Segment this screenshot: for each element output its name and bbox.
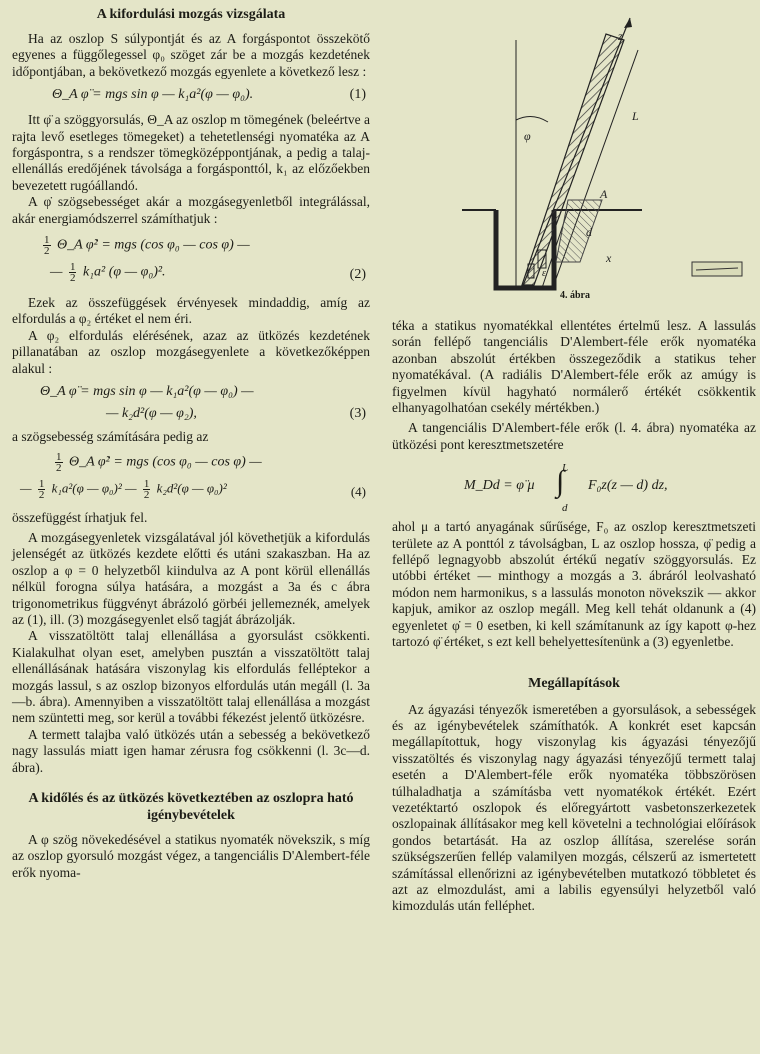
equation-4-line-2: — $\frac{1}{2}$ k₁a²(φ — φ₀)² — $\frac{1}{2}$ k₂d²(φ — φ₀)² (4) bbox=[20, 477, 366, 501]
integral-lower-limit: d bbox=[562, 502, 568, 515]
paragraph: A termett talajba való ütközés után a sebesség a bekövetkező nagy lassulás miatt igen hamar zérusra fog csökkenni (l. 3c—d. ábra). bbox=[12, 726, 370, 775]
label-z: z bbox=[618, 29, 623, 43]
paragraph: ahol μ a tartó anyagának sűrűsége, F₀ az oszlop keresztmetszeti területe az A ponttól z távolságban, L az oszlop hossza, φ̈ pedig a fellépő legnagyobb abszolút értékű negatív szöggyorsulás. Ez utóbbi értéket — minthogy a mozgás a 3. ábráról leolvasható módon nem harmonikus, s a lassulás monoton növekszik — akkor kapjuk, amikor az oszlop megáll. Meg kell tehát oldanunk a (4) egyenletet φ̇ = 0 esetben, ki kell számítanunk az így kapott φ-hez tartozó φ̈ értéket, s ezt kell behelyettesítenünk a (3) egyenletbe. bbox=[392, 519, 756, 650]
label-L: L bbox=[632, 109, 639, 123]
equation-3-line-1: Θ_A φ̈ = mgs sin φ — k₁a²(φ — φ₀) — bbox=[40, 384, 254, 400]
equation-2-line-1 bbox=[12, 235, 370, 256]
equation-moment bbox=[392, 459, 756, 513]
equation-2-body-a: Θ_A φ̇² = mgs (cos φ₀ — cos φ) — bbox=[57, 237, 250, 253]
equation-2-line-2: — $\frac{1}{2}$ k₁a² (φ — φ₀)². (2) bbox=[50, 261, 366, 285]
left-column bbox=[12, 0, 370, 881]
paragraph: Itt φ̈ a szöggyorsulás, Θ_A az oszlop m tömegének (beleértve a rajta levő esetleges tömegeket) a tehetetlenségi nyomatéka az A forgáspontra, s a rendszer tömegközéppontjának, a pedig a talaj-ellenállás eredőjének távolsága a forgásponttól, k₁ az előzőekben bevezetett rugóállandó. bbox=[12, 112, 370, 193]
section-title-megallapitasok: Megállapítások bbox=[528, 675, 620, 691]
paragraph: téka a statikus nyomatékkal ellentétes értelmű lesz. A lassulás során fellépő tangenciális D'Alembert-féle erők nyomatéka azonban abszolút értékben összegeződik a statikus teher nyomatékával. (A radiális D'Alembert-féle erők az amúgy is figyelmen kívül hagyható normálerő értékét csökkentik elhanyagolhatóan csekély mértékben.) bbox=[392, 318, 756, 416]
label-A: A bbox=[600, 187, 608, 201]
paragraph: Az ágyazási tényezők ismeretében a gyorsulások, a sebességek és az igénybevételek számíthatók. A konkrét eset kapcsán megállapítottuk, hogy viszonylag kis ágyazási tényezőjű visszatöltés és viszonylag nagy ágyazási tényezőjű termett talaj esetén a D'Alembert-féle erők nyomatéka többszörösen túlhaladhatja a számításba vett nyomatékok értékét. Ezért vezetéktartó oszlopok és előregyártott vasbetonszerkezetek oszlopainak állításakor meg kell követelni a technológiai előírások gondos betartását. Ha az oszlop állítása, szerelése során szükségszerűen fellép valamilyen mozgás, célszerű az ismertetett számítással ellenőrizni az igénybevételben mutatkozó többletet és azt az elmozdulást, ami a labilis egyensúlyi helyzetből való kimozdulás után felléphet. bbox=[392, 701, 756, 914]
equation-moment-lhs: M_Dd = φ̈ μ bbox=[464, 478, 535, 494]
section-title-kifordulasi: A kifordulási mozgás vizsgálata bbox=[96, 7, 286, 22]
marker-block bbox=[538, 250, 546, 268]
figure-caption: 4. ábra bbox=[560, 290, 590, 301]
label-x: x bbox=[606, 251, 612, 265]
equation-2-body-b: k₁a² (φ — φ₀)². bbox=[82, 264, 166, 280]
equation-2-number: (2) bbox=[349, 267, 366, 283]
angle-arc bbox=[516, 116, 548, 122]
figure-4-drawing bbox=[392, 0, 756, 302]
paragraph: A visszatöltött talaj ellenállása a gyorsulást csökkenti. Kialakulhat olyan eset, amelyben pusztán a visszatöltött talaj ellenállásának hatására viszonylag kis elfordulás felléptekor a mozgás lassul, s az oszlop bizonyos elfordulás után megáll (l. 3a—b. ábra). Amennyiben a visszatöltött talaj ellenállása a mozgást nem szüntetti meg, sor kerül a további fékezést jelentő ütközésre. bbox=[12, 628, 370, 726]
equation-1-body: Θ_A φ̈ = mgs sin φ — k₁a²(φ — φ₀). bbox=[52, 87, 254, 103]
equation-3-number: (3) bbox=[349, 406, 366, 422]
paragraph: A mozgásegyenletek vizsgálatával jól követhetjük a kifordulás jelenségét az ütközés kezdete előtti és utáni szakaszban. Ha az oszlop a φ = 0 helyzetből kiindulva az A pont körül ellenállás nélkül forogna súlya hatására, a mozgást a 3a és c ábra trigonometrikus függvényt ábrázoló görbéi jellemeznék, amelyek az (1), ill. (3) mozgásegyenlet első tagját ábrázolják. bbox=[12, 529, 370, 627]
paragraph: A tangenciális D'Alembert-féle erők (l. 4. ábra) nyomatéka az ütközési pont keresztmetszetére bbox=[392, 420, 756, 452]
fraction-half: $\frac{1}{2}$ bbox=[143, 477, 150, 501]
section-title-kidoles: A kidőlés és az ütközés következtében az oszlopra ható igénybevételek bbox=[28, 791, 354, 823]
equation-4-line-1: $\frac{1}{2}$ Θ_A φ̇² = mgs (cos φ₀ — cos φ) — bbox=[56, 450, 262, 474]
figure-4 bbox=[392, 0, 756, 318]
right-column bbox=[392, 0, 756, 915]
equation-1 bbox=[12, 86, 370, 104]
fraction-half: $\frac{1}{2}$ bbox=[38, 477, 45, 501]
equation-1-number: (1) bbox=[349, 87, 366, 103]
equation-4-number: (4) bbox=[350, 483, 366, 499]
paragraph: A φ̇ szögsebességet akár a mozgásegyenletből integrálással, akár energiamódszerrel számíthatjuk : bbox=[12, 194, 370, 226]
paragraph: összefüggést írhatjuk fel. bbox=[12, 509, 148, 525]
equation-moment-rhs: F₀z(z — d) dz, bbox=[588, 478, 668, 494]
label-epsilon: ε bbox=[542, 268, 546, 279]
section-symbol bbox=[528, 264, 534, 278]
paragraph: a szögsebesség számítására pedig az bbox=[12, 429, 209, 445]
paragraph: A φ szög növekedésével a statikus nyomaték növekszik, s míg az oszlop gyorsuló mozgást végez, a tangenciális D'Alembert-féle erők nyoma- bbox=[12, 832, 370, 880]
paragraph: A φ₂ elfordulás elérésének, azaz az ütközés kezdetének pillanatában az oszlop mozgásegyenlete a következőképpen alakul : bbox=[12, 327, 370, 376]
z-arrow-icon bbox=[624, 18, 632, 28]
paragraph: Ha az oszlop S súlypontját és az A forgáspontot összekötő egyenes a függőlegessel φ₀ szöget zár be a mozgás kezdetének időpontjában, a bekövetkező mozgás egyenlete a következő lesz : bbox=[12, 31, 370, 79]
integral-sign-icon: ∫ bbox=[556, 465, 565, 499]
equation-3-line-2: — k₂d²(φ — φ₂), (3) bbox=[106, 406, 366, 422]
fraction-half: $\frac{1}{2}$ bbox=[44, 234, 50, 258]
paragraph: Ezek az összefüggések érvényesek mindaddig, amíg az elfordulás a φ₂ értéket el nem éri. bbox=[12, 295, 370, 327]
label-phi: φ bbox=[524, 129, 531, 143]
integral-upper-limit: L bbox=[562, 462, 569, 475]
label-d: d bbox=[586, 225, 592, 239]
fraction-half: $\frac{1}{2}$ bbox=[69, 261, 76, 285]
fraction-half: $\frac{1}{2}$ bbox=[56, 450, 62, 474]
